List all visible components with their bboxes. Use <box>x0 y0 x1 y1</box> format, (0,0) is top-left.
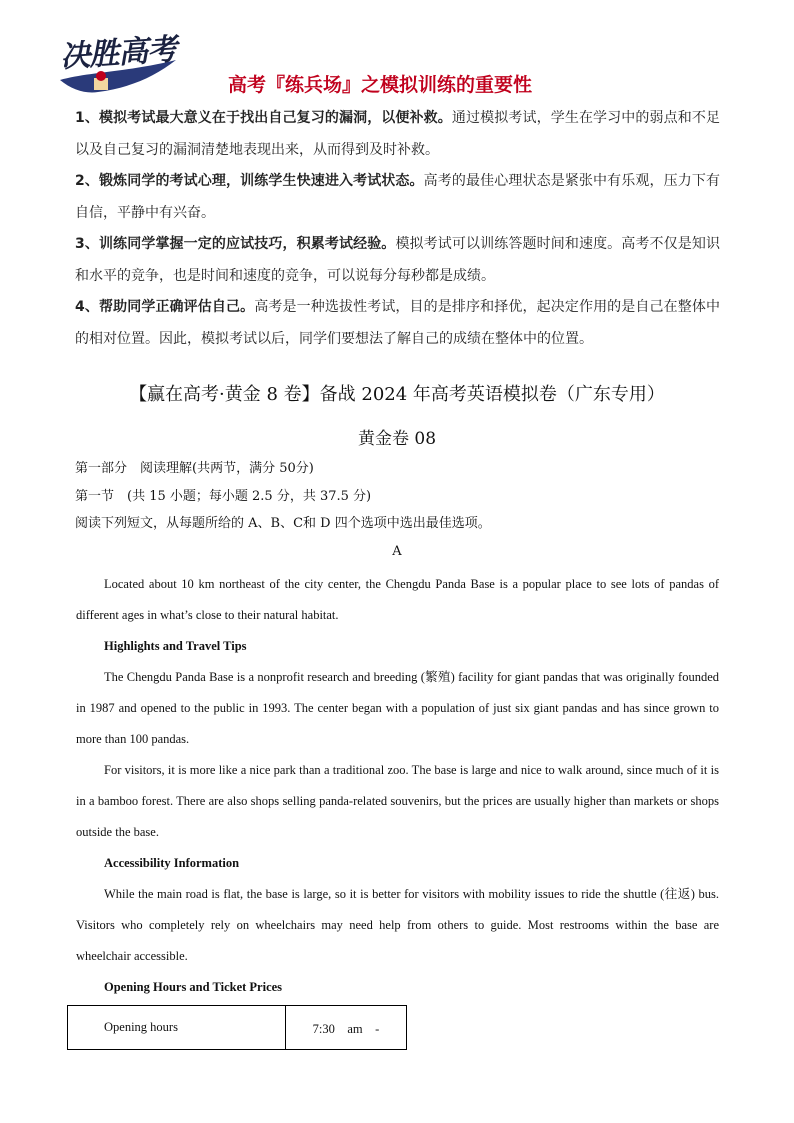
passage-paragraph: For visitors, it is more like a nice park than a traditional zoo. The base is large and nice to walk around, since much of it is in a bamboo forest. There are also shops selling panda-related souvenirs, but the prices are usually higher than markets or shops outside the base. <box>76 763 719 839</box>
passage-paragraph: While the main road is flat, the base is large, so it is better for visitors with mobility issues to ride the shuttle (往返) bus. Visitors who completely rely on wheelchairs may need help from others to guide. Most restrooms within the base are wheelchair accessible. <box>76 887 719 963</box>
passage-label: A <box>392 544 402 559</box>
promo-item <box>75 103 720 166</box>
passage-heading: Opening Hours and Ticket Prices <box>104 980 283 994</box>
promo-item-text: 模拟考试可以训练答题时间和速度。高考不仅是知识和水平的竞争，也是时间和速度的竞争，可以说每分每秒都是成绩。 <box>75 236 721 284</box>
passage-heading: Accessibility Information <box>104 856 240 870</box>
promo-item-text: 高考的最佳心理状态是紧张中有乐观，压力下有自信，平静中有兴奋。 <box>75 173 720 221</box>
instruction-text: 阅读下列短文，从每题所给的 A、B、C和 D 四个选项中选出最佳选项。 <box>75 516 491 531</box>
promo-item <box>75 292 720 355</box>
exam-subtitle: 黄金卷 08 <box>357 429 437 449</box>
table-row <box>68 1006 407 1050</box>
promo-item <box>75 166 720 229</box>
table-cell-label: Opening hours <box>68 1006 286 1050</box>
passage-paragraph: The Chengdu Panda Base is a nonprofit research and breeding (繁殖) facility for giant pandas that was originally founded in 1987 and opened to the public in 1993. The center began with a population of just six giant pandas and has since grown to more than 100 pandas. <box>76 670 719 746</box>
promo-item-bold: 2、锻炼同学的考试心理，训练学生快速进入考试状态。 <box>75 173 424 189</box>
promo-item-text: 通过模拟考试，学生在学习中的弱点和不足以及自己复习的漏洞清楚地表现出来，从而得到及时补救。 <box>75 110 720 158</box>
passage-paragraph: Located about 10 km northeast of the city center, the Chengdu Panda Base is a popular place to see lots of pandas of different ages in what’s close to their natural habitat. <box>76 577 719 622</box>
promo-section <box>75 103 720 355</box>
part-heading: 第一部分 阅读理解(共两节，满分 50分) <box>75 461 314 476</box>
opening-hours-table <box>67 1005 407 1050</box>
passage-heading: Highlights and Travel Tips <box>104 639 247 653</box>
passage-body <box>76 569 719 1003</box>
promo-item-text: 高考是一种选拔性考试，目的是排序和择优，起决定作用的是自己在整体中的相对位置。因此，模拟考试以后，同学们要想法了解自己的成绩在整体中的位置。 <box>75 299 720 347</box>
promo-title: 高考『练兵场』之模拟训练的重要性 <box>228 74 533 96</box>
section-heading: 第一节 (共 15 小题；每小题 2.5 分，共 37.5 分) <box>75 488 372 504</box>
instructions <box>75 455 491 538</box>
promo-item-bold: 1、模拟考试最大意义在于找出自己复习的漏洞，以便补救。 <box>75 110 452 126</box>
promo-item-bold: 4、帮助同学正确评估自己。 <box>75 299 255 315</box>
promo-item <box>75 229 720 292</box>
brand-logo <box>58 28 188 100</box>
logo-text: 决胜高考 <box>59 31 178 75</box>
exam-title: 【赢在高考·黄金 8 卷】备战 2024 年高考英语模拟卷（广东专用） <box>129 384 665 405</box>
promo-item-bold: 3、训练同学掌握一定的应试技巧，积累考试经验。 <box>75 236 396 252</box>
table-cell-value: 7:30 am - <box>286 1006 407 1050</box>
